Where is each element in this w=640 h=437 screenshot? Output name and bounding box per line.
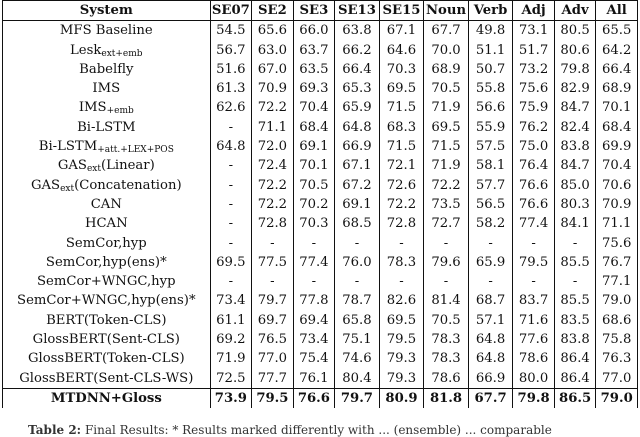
- score-cell-se13: 76.0: [335, 253, 380, 272]
- score-cell-verb: 51.1: [468, 41, 513, 60]
- score-cell-adj: -: [513, 234, 555, 253]
- score-cell-all: 65.5: [596, 21, 638, 41]
- system-name: GlossBERT(Token-CLS): [27, 351, 185, 367]
- score-cell-all: 70.1: [596, 98, 638, 117]
- score-cell-noun: 69.5: [424, 118, 469, 137]
- score-cell-se2: 77.0: [252, 349, 294, 368]
- system-name: Lesk: [70, 42, 102, 58]
- score-cell-adv: 82.4: [554, 118, 596, 137]
- score-cell-se3: 69.4: [293, 311, 335, 330]
- score-cell-adv: 83.5: [554, 311, 596, 330]
- system-name: SemCor,hyp: [65, 235, 147, 251]
- score-cell-se07: 62.6: [210, 98, 252, 117]
- system-name: MTDNN+Gloss: [50, 390, 162, 406]
- score-cell-se07: 54.5: [210, 21, 252, 41]
- score-cell-verb: 68.7: [468, 291, 513, 310]
- score-cell-adj: 76.4: [513, 156, 555, 175]
- score-cell-se15: -: [379, 234, 424, 253]
- table-row: [3, 214, 638, 233]
- score-cell-adj: 79.8: [513, 388, 555, 408]
- score-cell-all: 76.7: [596, 253, 638, 272]
- table-row: [3, 21, 638, 41]
- score-cell-adj: 79.5: [513, 253, 555, 272]
- score-cell-noun: 71.5: [424, 137, 469, 156]
- score-cell-se15: 68.3: [379, 118, 424, 137]
- score-cell-se15: 72.8: [379, 214, 424, 233]
- system-name: HCAN: [84, 216, 128, 232]
- score-cell-se07: -: [210, 156, 252, 175]
- system-name: SemCor,hyp(ens)*: [45, 254, 167, 270]
- table-row: [3, 234, 638, 253]
- system-name: SemCor+WNGC,hyp(ens)*: [17, 293, 196, 309]
- score-cell-se13: 65.9: [335, 98, 380, 117]
- score-cell-verb: 65.9: [468, 253, 513, 272]
- score-cell-se3: 69.3: [293, 79, 335, 98]
- score-cell-noun: 81.8: [424, 388, 469, 408]
- system-name-cell: [3, 349, 211, 368]
- score-cell-adj: 78.6: [513, 349, 555, 368]
- score-cell-adj: -: [513, 272, 555, 291]
- score-cell-se2: 72.0: [252, 137, 294, 156]
- score-cell-adj: 76.2: [513, 118, 555, 137]
- score-cell-se15: 64.6: [379, 41, 424, 60]
- score-cell-adv: 82.9: [554, 79, 596, 98]
- score-cell-noun: 78.3: [424, 349, 469, 368]
- score-cell-se3: 70.5: [293, 176, 335, 195]
- score-cell-noun: 72.2: [424, 176, 469, 195]
- system-suffix: (Linear): [101, 158, 155, 174]
- score-cell-all: 77.1: [596, 272, 638, 291]
- table-row: [3, 272, 638, 291]
- score-cell-adj: 77.6: [513, 330, 555, 349]
- score-cell-adv: 83.8: [554, 137, 596, 156]
- score-cell-se15: 79.3: [379, 349, 424, 368]
- score-cell-se15: 72.1: [379, 156, 424, 175]
- table-row: [3, 41, 638, 60]
- score-cell-se2: 72.8: [252, 214, 294, 233]
- score-cell-se13: -: [335, 272, 380, 291]
- score-cell-adj: 75.9: [513, 98, 555, 117]
- score-cell-se15: -: [379, 272, 424, 291]
- caption-label: Table 2:: [28, 423, 82, 437]
- score-cell-se13: 65.8: [335, 311, 380, 330]
- score-cell-adv: 84.1: [554, 214, 596, 233]
- system-name: SemCor+WNGC,hyp: [37, 274, 176, 290]
- score-cell-adv: -: [554, 234, 596, 253]
- system-suffix: (Concatenation): [74, 177, 182, 193]
- system-name-cell: [3, 156, 211, 175]
- score-cell-adv: 85.0: [554, 176, 596, 195]
- score-cell-verb: 57.7: [468, 176, 513, 195]
- score-cell-se2: 65.6: [252, 21, 294, 41]
- table-row: [3, 349, 638, 368]
- score-cell-all: 68.9: [596, 79, 638, 98]
- score-cell-adv: 80.3: [554, 195, 596, 214]
- score-cell-se3: -: [293, 234, 335, 253]
- score-cell-adv: -: [554, 272, 596, 291]
- score-cell-se2: 72.4: [252, 156, 294, 175]
- system-name-cell: [3, 234, 211, 253]
- score-cell-all: 75.8: [596, 330, 638, 349]
- table-header-row: [3, 1, 638, 21]
- score-cell-adj: 73.2: [513, 60, 555, 79]
- score-cell-verb: 49.8: [468, 21, 513, 41]
- score-cell-verb: 50.7: [468, 60, 513, 79]
- table-row: [3, 369, 638, 389]
- score-cell-se07: -: [210, 118, 252, 137]
- system-name: Bi-LSTM: [77, 119, 136, 135]
- score-cell-verb: -: [468, 272, 513, 291]
- score-cell-se3: 70.2: [293, 195, 335, 214]
- score-cell-noun: -: [424, 234, 469, 253]
- score-cell-se2: 76.5: [252, 330, 294, 349]
- system-name-cell: [3, 388, 211, 408]
- score-cell-adv: 85.5: [554, 253, 596, 272]
- score-cell-se13: 63.8: [335, 21, 380, 41]
- score-cell-se13: 78.7: [335, 291, 380, 310]
- score-cell-noun: 70.5: [424, 79, 469, 98]
- score-cell-adv: 85.5: [554, 291, 596, 310]
- system-name: GAS: [31, 177, 61, 193]
- score-cell-se15: 72.6: [379, 176, 424, 195]
- score-cell-se13: 69.1: [335, 195, 380, 214]
- header-se13: SE13: [335, 1, 380, 21]
- score-cell-se2: -: [252, 234, 294, 253]
- table-row: [3, 60, 638, 79]
- score-cell-se15: 69.5: [379, 79, 424, 98]
- score-cell-se15: 70.3: [379, 60, 424, 79]
- score-cell-all: 66.4: [596, 60, 638, 79]
- score-cell-se13: 80.4: [335, 369, 380, 389]
- score-cell-se13: 66.9: [335, 137, 380, 156]
- score-cell-se2: 67.0: [252, 60, 294, 79]
- score-cell-se15: 69.5: [379, 311, 424, 330]
- system-name-cell: [3, 41, 211, 60]
- score-cell-se3: 63.5: [293, 60, 335, 79]
- score-cell-se07: 51.6: [210, 60, 252, 79]
- score-cell-se15: 79.5: [379, 330, 424, 349]
- score-cell-adj: 51.7: [513, 41, 555, 60]
- score-cell-se2: 79.7: [252, 291, 294, 310]
- system-subscript: ext: [86, 164, 101, 175]
- score-cell-se13: 66.4: [335, 60, 380, 79]
- score-cell-se3: 70.1: [293, 156, 335, 175]
- system-name-cell: [3, 214, 211, 233]
- system-name-cell: [3, 369, 211, 389]
- score-cell-se2: 70.9: [252, 79, 294, 98]
- system-name-cell: [3, 311, 211, 330]
- score-cell-verb: 55.8: [468, 79, 513, 98]
- score-cell-noun: 70.5: [424, 311, 469, 330]
- results-table: [2, 0, 638, 408]
- score-cell-se2: 72.2: [252, 98, 294, 117]
- score-cell-se13: 79.7: [335, 388, 380, 408]
- table-row: [3, 137, 638, 156]
- score-cell-se3: 68.4: [293, 118, 335, 137]
- score-cell-se2: 77.5: [252, 253, 294, 272]
- system-name-cell: [3, 272, 211, 291]
- score-cell-se07: -: [210, 234, 252, 253]
- score-cell-se07: -: [210, 195, 252, 214]
- score-cell-se2: 71.1: [252, 118, 294, 137]
- table-row: [3, 156, 638, 175]
- score-cell-se07: -: [210, 214, 252, 233]
- system-name: GlossBERT(Sent-CLS): [32, 332, 180, 348]
- table-row: [3, 311, 638, 330]
- score-cell-adj: 83.7: [513, 291, 555, 310]
- system-name: IMS: [78, 100, 107, 116]
- score-cell-all: 77.0: [596, 369, 638, 389]
- system-subscript: ext: [60, 183, 75, 194]
- score-cell-adj: 80.0: [513, 369, 555, 389]
- score-cell-adv: 86.4: [554, 369, 596, 389]
- score-cell-se13: 74.6: [335, 349, 380, 368]
- score-cell-adj: 75.0: [513, 137, 555, 156]
- score-cell-all: 70.4: [596, 156, 638, 175]
- score-cell-se07: -: [210, 176, 252, 195]
- score-cell-noun: 78.3: [424, 330, 469, 349]
- score-cell-adj: 71.6: [513, 311, 555, 330]
- score-cell-adj: 76.6: [513, 195, 555, 214]
- score-cell-adj: 73.1: [513, 21, 555, 41]
- score-cell-se3: 70.3: [293, 214, 335, 233]
- score-cell-se2: 72.2: [252, 195, 294, 214]
- table-body: [3, 21, 638, 408]
- score-cell-verb: 64.8: [468, 349, 513, 368]
- score-cell-se13: 65.3: [335, 79, 380, 98]
- score-cell-adj: 75.6: [513, 79, 555, 98]
- system-name: Bi-LSTM: [38, 139, 98, 155]
- score-cell-se3: 73.4: [293, 330, 335, 349]
- score-cell-verb: 56.5: [468, 195, 513, 214]
- system-name: IMS: [92, 81, 121, 97]
- score-cell-se13: -: [335, 234, 380, 253]
- score-cell-noun: 68.9: [424, 60, 469, 79]
- system-name-cell: [3, 79, 211, 98]
- score-cell-verb: 57.5: [468, 137, 513, 156]
- score-cell-verb: -: [468, 234, 513, 253]
- score-cell-se3: 76.6: [293, 388, 335, 408]
- score-cell-se15: 79.3: [379, 369, 424, 389]
- score-cell-adj: 76.6: [513, 176, 555, 195]
- system-subscript: ext+emb: [101, 48, 143, 59]
- score-cell-se3: 66.0: [293, 21, 335, 41]
- header-adv: Adv: [554, 1, 596, 21]
- system-name: BERT(Token-CLS): [46, 312, 167, 328]
- score-cell-se13: 75.1: [335, 330, 380, 349]
- table-row: [3, 291, 638, 310]
- score-cell-all: 70.6: [596, 176, 638, 195]
- score-cell-verb: 67.7: [468, 388, 513, 408]
- table-row: [3, 388, 638, 408]
- score-cell-se3: 70.4: [293, 98, 335, 117]
- score-cell-se13: 66.2: [335, 41, 380, 60]
- score-cell-adv: 84.7: [554, 98, 596, 117]
- system-name: CAN: [90, 196, 122, 212]
- table-row: [3, 195, 638, 214]
- score-cell-verb: 57.1: [468, 311, 513, 330]
- system-subscript: +emb: [106, 106, 134, 117]
- score-cell-adv: 80.5: [554, 21, 596, 41]
- score-cell-se15: 67.1: [379, 21, 424, 41]
- score-cell-all: 75.6: [596, 234, 638, 253]
- system-name: Babelfly: [79, 61, 134, 77]
- score-cell-se3: 77.4: [293, 253, 335, 272]
- table-row: [3, 98, 638, 117]
- score-cell-se2: 77.7: [252, 369, 294, 389]
- score-cell-verb: 56.6: [468, 98, 513, 117]
- score-cell-se2: 79.5: [252, 388, 294, 408]
- score-cell-se07: 61.1: [210, 311, 252, 330]
- system-name-cell: [3, 176, 211, 195]
- system-name: GAS: [57, 158, 87, 174]
- score-cell-adv: 84.7: [554, 156, 596, 175]
- score-cell-all: 79.0: [596, 291, 638, 310]
- score-cell-se2: 69.7: [252, 311, 294, 330]
- score-cell-se3: 69.1: [293, 137, 335, 156]
- header-se3: SE3: [293, 1, 335, 21]
- header-se07: SE07: [210, 1, 252, 21]
- score-cell-se07: 73.4: [210, 291, 252, 310]
- score-cell-all: 71.1: [596, 214, 638, 233]
- system-name: MFS Baseline: [59, 23, 153, 39]
- system-name-cell: [3, 98, 211, 117]
- system-name-cell: [3, 60, 211, 79]
- system-name-cell: [3, 330, 211, 349]
- table-row: [3, 253, 638, 272]
- system-name: GlossBERT(Sent-CLS-WS): [19, 370, 194, 386]
- table-row: [3, 330, 638, 349]
- score-cell-verb: 58.2: [468, 214, 513, 233]
- score-cell-se15: 80.9: [379, 388, 424, 408]
- score-cell-se15: 72.2: [379, 195, 424, 214]
- score-cell-se15: 82.6: [379, 291, 424, 310]
- score-cell-se3: 76.1: [293, 369, 335, 389]
- score-cell-se07: 72.5: [210, 369, 252, 389]
- table-row: [3, 118, 638, 137]
- header-all: All: [596, 1, 638, 21]
- system-name-cell: [3, 137, 211, 156]
- score-cell-se07: 56.7: [210, 41, 252, 60]
- score-cell-adv: 80.6: [554, 41, 596, 60]
- score-cell-all: 76.3: [596, 349, 638, 368]
- score-cell-all: 79.0: [596, 388, 638, 408]
- header-se15: SE15: [379, 1, 424, 21]
- score-cell-se15: 71.5: [379, 98, 424, 117]
- score-cell-all: 68.4: [596, 118, 638, 137]
- caption-text: Final Results: * Results marked differently with ... (ensemble) ... comparable: [84, 423, 552, 437]
- system-name-cell: [3, 195, 211, 214]
- score-cell-se13: 67.2: [335, 176, 380, 195]
- score-cell-se13: 64.8: [335, 118, 380, 137]
- score-cell-se13: 68.5: [335, 214, 380, 233]
- header-verb: Verb: [468, 1, 513, 21]
- score-cell-verb: 55.9: [468, 118, 513, 137]
- score-cell-noun: 71.9: [424, 156, 469, 175]
- table-row: [3, 79, 638, 98]
- score-cell-all: 69.9: [596, 137, 638, 156]
- score-cell-se07: 73.9: [210, 388, 252, 408]
- header-adj: Adj: [513, 1, 555, 21]
- header-system: System: [3, 1, 211, 21]
- score-cell-se3: 77.8: [293, 291, 335, 310]
- score-cell-verb: 64.8: [468, 330, 513, 349]
- score-cell-all: 70.9: [596, 195, 638, 214]
- score-cell-noun: 79.6: [424, 253, 469, 272]
- score-cell-noun: 78.6: [424, 369, 469, 389]
- score-cell-adv: 86.4: [554, 349, 596, 368]
- score-cell-noun: 71.9: [424, 98, 469, 117]
- score-cell-noun: 67.7: [424, 21, 469, 41]
- score-cell-se07: 71.9: [210, 349, 252, 368]
- score-cell-se3: 63.7: [293, 41, 335, 60]
- header-noun: Noun: [424, 1, 469, 21]
- header-se2: SE2: [252, 1, 294, 21]
- score-cell-noun: -: [424, 272, 469, 291]
- score-cell-se2: 63.0: [252, 41, 294, 60]
- score-cell-adv: 79.8: [554, 60, 596, 79]
- system-subscript: +att.+LEX+POS: [97, 145, 174, 156]
- system-name-cell: [3, 291, 211, 310]
- score-cell-se07: 69.2: [210, 330, 252, 349]
- score-cell-noun: 81.4: [424, 291, 469, 310]
- score-cell-noun: 73.5: [424, 195, 469, 214]
- score-cell-se07: 69.5: [210, 253, 252, 272]
- score-cell-all: 68.6: [596, 311, 638, 330]
- score-cell-se3: 75.4: [293, 349, 335, 368]
- system-name-cell: [3, 21, 211, 41]
- score-cell-se3: -: [293, 272, 335, 291]
- score-cell-noun: 70.0: [424, 41, 469, 60]
- table-caption: [28, 423, 552, 437]
- score-cell-se13: 67.1: [335, 156, 380, 175]
- score-cell-adv: 83.8: [554, 330, 596, 349]
- score-cell-se2: 72.2: [252, 176, 294, 195]
- score-cell-adv: 86.5: [554, 388, 596, 408]
- score-cell-se07: 64.8: [210, 137, 252, 156]
- score-cell-se07: 61.3: [210, 79, 252, 98]
- score-cell-verb: 58.1: [468, 156, 513, 175]
- score-cell-se15: 71.5: [379, 137, 424, 156]
- score-cell-noun: 72.7: [424, 214, 469, 233]
- score-cell-se15: 78.3: [379, 253, 424, 272]
- system-name-cell: [3, 253, 211, 272]
- score-cell-adj: 77.4: [513, 214, 555, 233]
- table-row: [3, 176, 638, 195]
- system-name-cell: [3, 118, 211, 137]
- score-cell-all: 64.2: [596, 41, 638, 60]
- score-cell-se2: -: [252, 272, 294, 291]
- score-cell-verb: 66.9: [468, 369, 513, 389]
- score-cell-se07: -: [210, 272, 252, 291]
